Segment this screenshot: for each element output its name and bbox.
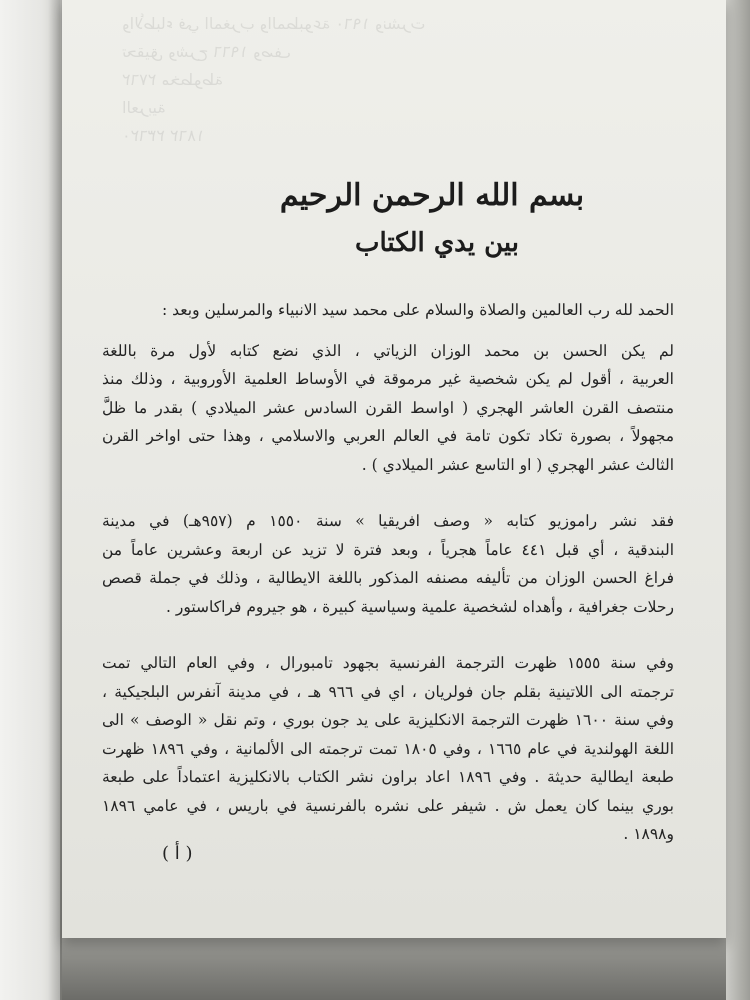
page-number: ( أ ) xyxy=(162,843,193,864)
book-spine-edge xyxy=(724,0,750,1000)
paragraph-line: العربية ، أقول لم يكن شخصية غير مرموقة في الأوساط العلمية الأوروبية ، وذلك منذ xyxy=(102,370,674,388)
paragraph-line: وفي سنة ١٥٥٥ ظهرت الترجمة الفرنسية بجهود تامبورال ، وفي العام التالي تمت xyxy=(102,654,674,672)
book-page xyxy=(62,0,726,938)
paragraph-line: اللغة الهولندية في عام ١٦٦٥ ، وفي ١٨٠٥ تمت ترجمته الى الألمانية ، وفي ١٨٩٦ ظهرت xyxy=(102,739,674,758)
paragraph-line: بوري بينما كان يعمل ش . شيفر على نشره بالفرنسية في باريس ، في عامي ١٨٩٦ xyxy=(102,796,674,815)
paragraph-line: لم يكن الحسن بن محمد الوزان الزياتي ، الذي نضع كتابه لأول مرة باللغة xyxy=(102,341,674,360)
paragraph-line: فراغ الحسن الوزان من تأليفه مصنفه المذكور باللغة الايطالية ، وذلك في جملة قصص xyxy=(102,569,674,587)
page-edge-shadow xyxy=(48,0,62,1000)
paragraph-line: و١٨٩٨ . xyxy=(623,825,674,843)
body-text xyxy=(102,296,674,849)
basmala-heading: بسم الله الرحمن الرحيم xyxy=(279,178,585,213)
bleed-line: والأطباء في المغرب والمطبوعة ١٩٦٠ ونشرت xyxy=(122,14,426,33)
paragraph-line: البندقية ، أي قبل ٤٤١ عاماً هجرياً ، وبعد فترة لا تزيد عن اربعة وعشرين عاماً من xyxy=(102,540,674,559)
paragraph-line: منتصف القرن العاشر الهجري ( اواسط القرن السادس عشر الميلادي ) بقدر ما ظلَّ xyxy=(102,398,674,417)
paragraph-line: الثالث عشر الهجري ( او التاسع عشر الميلادي ) . xyxy=(361,455,674,474)
paragraph-line: ترجمته الى اللاتينية بقلم جان فولريان ، اي في ٩٦٦ هـ ، في مدينة آنفرس البلجيكية ، xyxy=(102,682,674,701)
paragraph-line: فقد نشر راموزيو كتابه « وصف افريقيا » سنة ١٥٥٠ م (٩٥٧هـ) في مدينة xyxy=(102,512,674,530)
paragraph-line: مجهولاً ، بصورة تكاد تكون تامة في العالم العربي والاسلامي ، وهذا حتى اواخر القرن xyxy=(102,427,674,445)
book-bottom-edge xyxy=(62,938,726,1000)
paragraph-line: الحمد لله رب العالمين والصلاة والسلام على محمد سيد الانبياء والمرسلين وبعد : xyxy=(162,301,674,319)
bleed-through-text xyxy=(122,10,682,190)
paragraph-line: رحلات جغرافية ، وأهداه لشخصية علمية وسياسية كبيرة ، هو جيروم فراكاستور . xyxy=(166,597,674,616)
bleed-line: ٢٧٦٢ مخطوطة xyxy=(122,70,224,89)
bleed-line: العربية xyxy=(122,98,166,117)
bleed-line: تحقيق وشرح ١٩٦٦ وصف xyxy=(122,42,291,61)
bleed-line: ٢٣٦٢٠ ١٨٦٢ xyxy=(122,126,205,145)
paragraph-line: طبعة ايطالية حديثة . وفي ١٨٩٦ اعاد براون نشر الكتاب بالانكليزية اعتماداً على طبعة xyxy=(102,768,674,786)
section-title: بين يدي الكتاب xyxy=(355,228,519,258)
paragraph-line: وفي سنة ١٦٠٠ ظهرت الترجمة الانكليزية على يد جون بوري ، وتم نقل « الوصف » الى xyxy=(102,711,674,729)
